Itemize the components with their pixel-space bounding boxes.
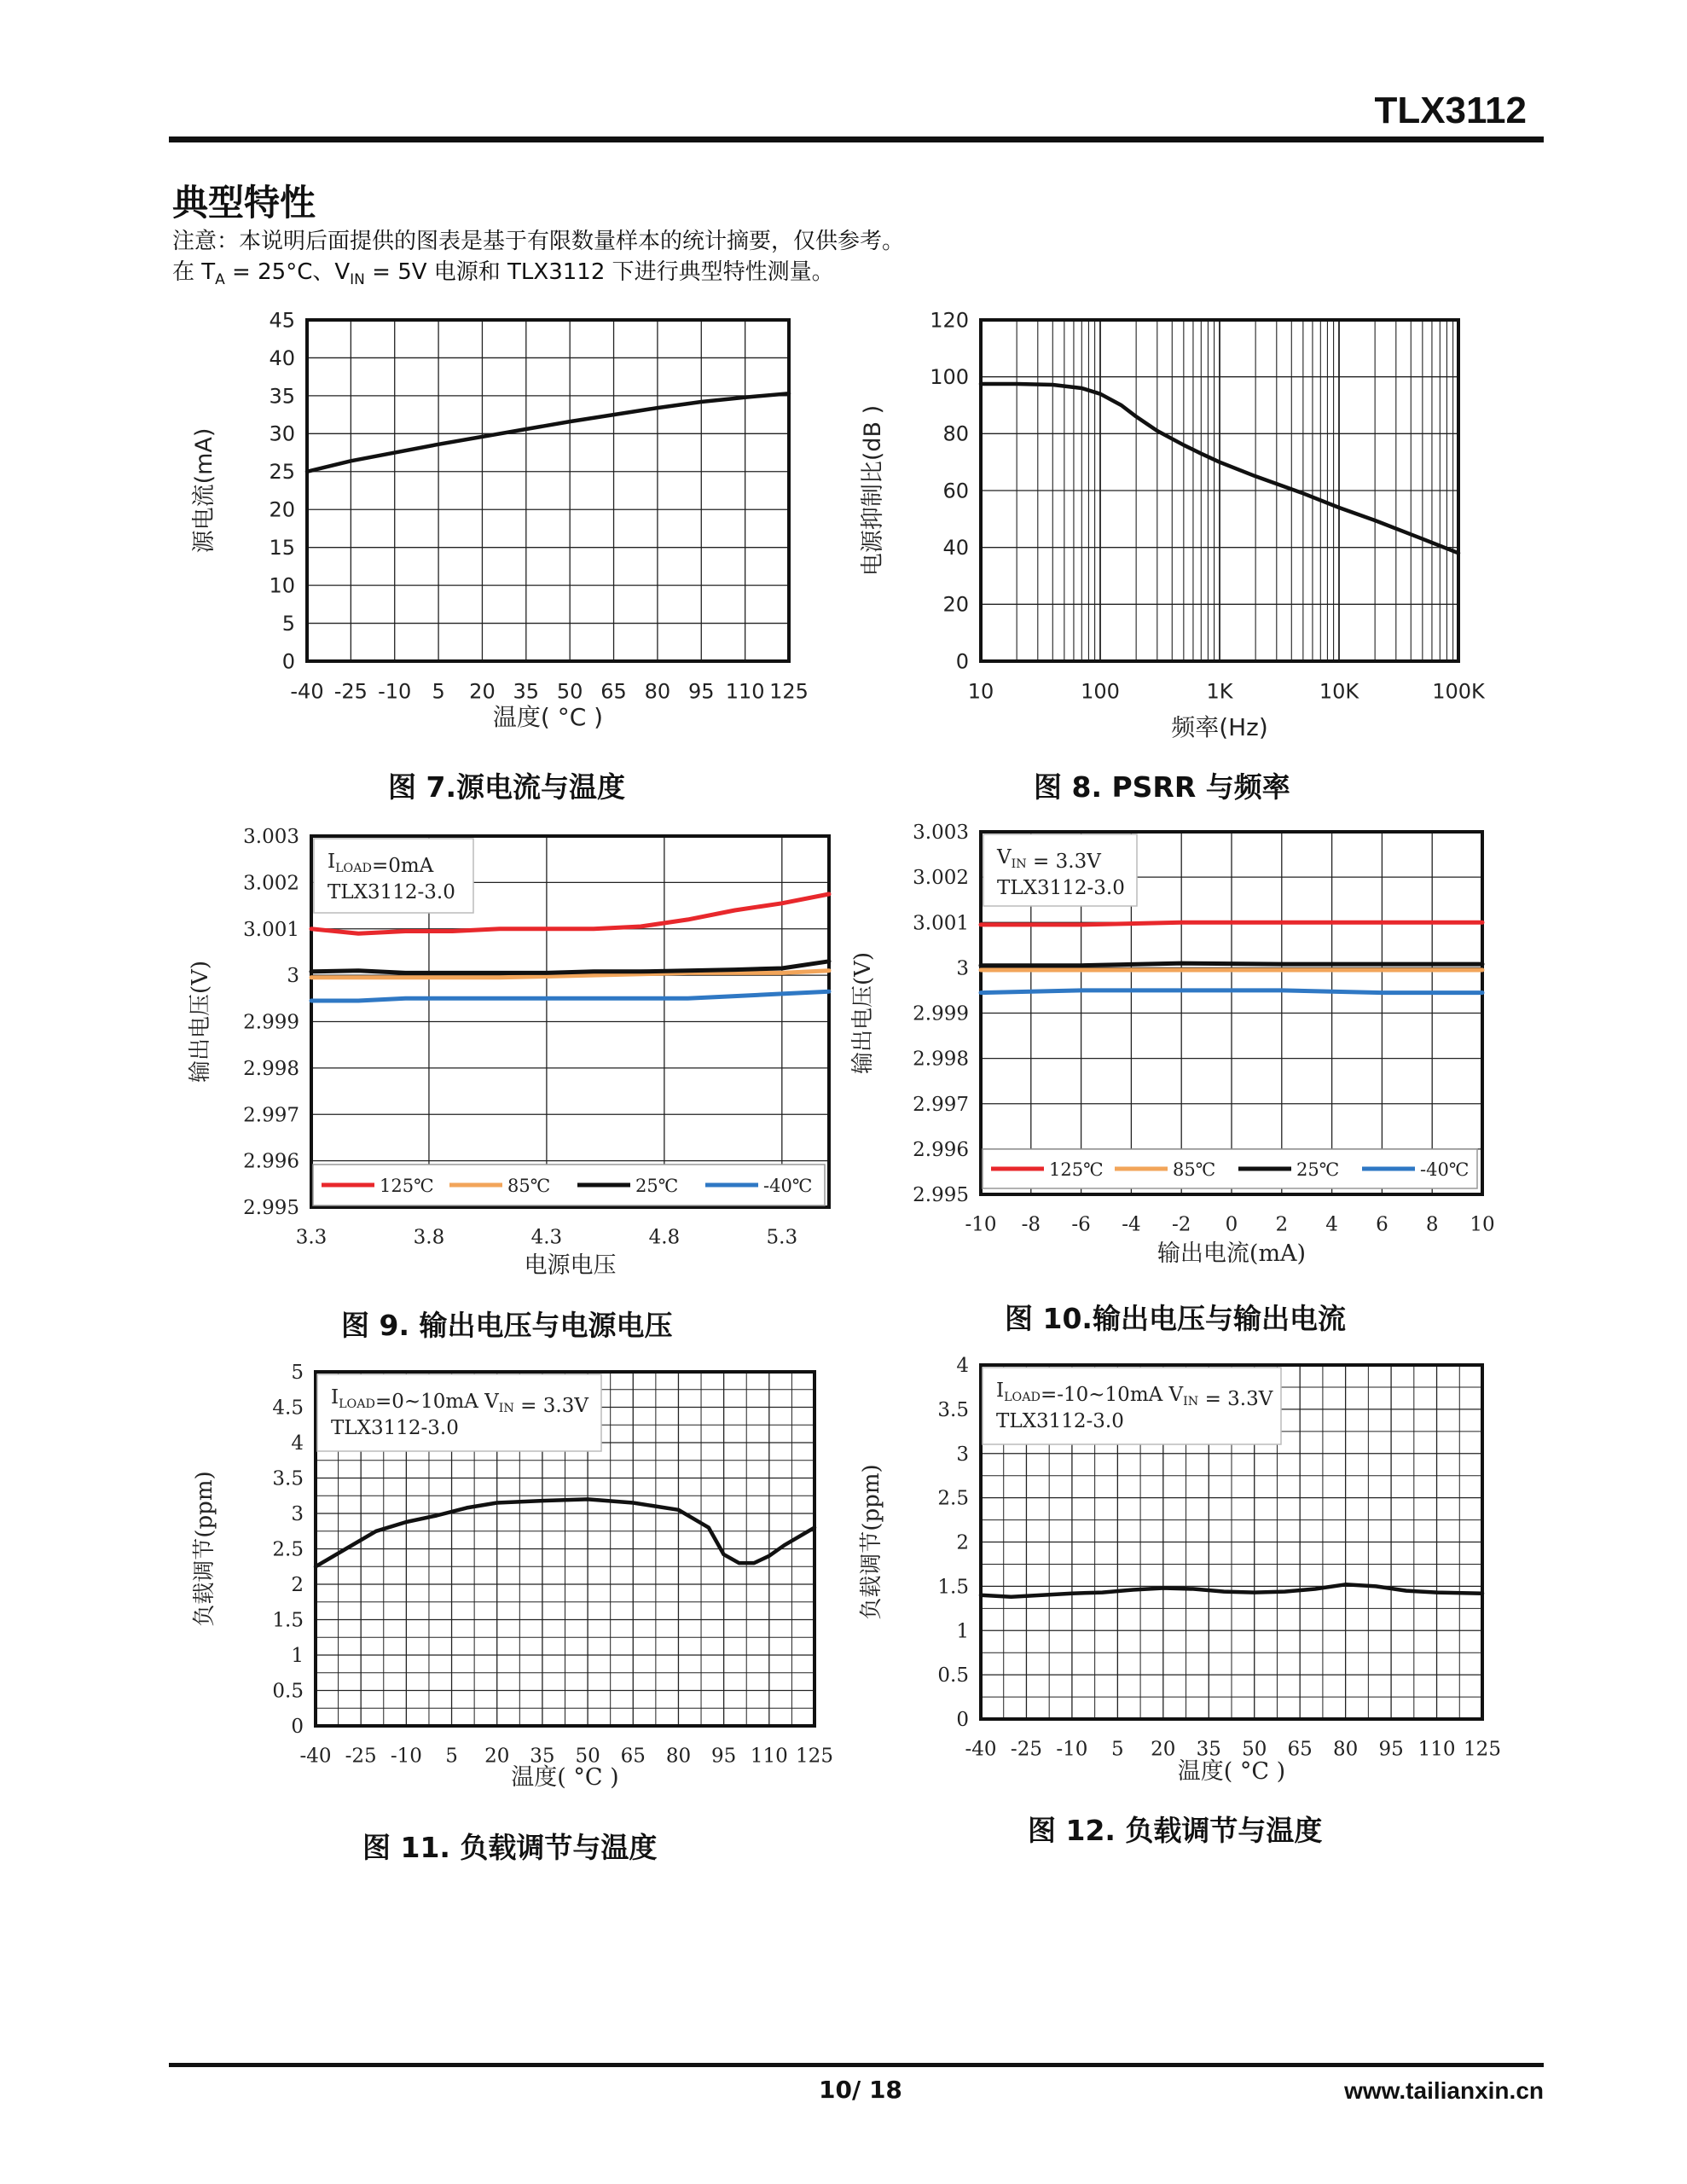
y-tick-label: 2.995 bbox=[243, 1197, 299, 1220]
y-tick-label: 1 bbox=[956, 1620, 969, 1643]
annotation-line-2: TLX3112-3.0 bbox=[328, 881, 455, 903]
x-tick-label: 110 bbox=[725, 679, 765, 704]
legend-label: 25℃ bbox=[635, 1176, 679, 1196]
legend-label: 85℃ bbox=[1173, 1159, 1216, 1180]
x-tick-label: -10 bbox=[378, 679, 412, 704]
y-tick-label: 4 bbox=[291, 1432, 304, 1455]
legend-label: 125℃ bbox=[1049, 1159, 1104, 1180]
x-tick-label: -40 bbox=[290, 679, 324, 704]
annotation-text: IN bbox=[1011, 857, 1027, 871]
legend-label: -40℃ bbox=[1420, 1159, 1470, 1180]
x-tick-label: 80 bbox=[1332, 1738, 1359, 1761]
x-tick-label: 5 bbox=[445, 1745, 458, 1768]
y-tick-label: 1.5 bbox=[272, 1609, 304, 1632]
y-axis-label: 输出电压(V) bbox=[188, 960, 213, 1083]
y-tick-label: 4.5 bbox=[272, 1397, 304, 1420]
legend-label: 85℃ bbox=[507, 1176, 551, 1196]
y-tick-label: 2.996 bbox=[243, 1150, 299, 1173]
y-tick-label: 0 bbox=[281, 649, 295, 674]
x-tick-label: 5 bbox=[432, 679, 445, 704]
x-tick-label: 100 bbox=[1081, 679, 1120, 704]
x-tick-label: 125 bbox=[796, 1745, 833, 1768]
y-tick-label: 30 bbox=[269, 421, 295, 446]
note-text: = 5V 电源和 TLX3112 下进行典型特性测量。 bbox=[364, 259, 834, 285]
chart-fig8 bbox=[860, 308, 1486, 741]
page-number: 10/ 18 bbox=[819, 2076, 902, 2104]
series-line bbox=[311, 961, 829, 973]
y-tick-label: 3.5 bbox=[937, 1398, 969, 1421]
y-tick-label: 3.003 bbox=[243, 826, 299, 849]
caption-fig8: 图 8. PSRR 与频率 bbox=[1034, 770, 1290, 804]
x-tick-label: -25 bbox=[345, 1745, 377, 1768]
series-line bbox=[981, 922, 1482, 925]
y-tick-label: 3.003 bbox=[913, 822, 969, 845]
y-tick-label: 2 bbox=[291, 1574, 304, 1597]
y-tick-label: 2.5 bbox=[937, 1487, 969, 1510]
x-tick-label: 4 bbox=[1325, 1213, 1338, 1236]
y-tick-label: 2.996 bbox=[913, 1138, 969, 1161]
y-tick-label: 0.5 bbox=[272, 1680, 304, 1703]
x-tick-label: 35 bbox=[1196, 1738, 1221, 1761]
x-tick-label: 65 bbox=[600, 679, 627, 704]
x-tick-label: 65 bbox=[1287, 1738, 1313, 1761]
x-axis-label: 输出电流(mA) bbox=[1157, 1240, 1307, 1267]
y-tick-label: 25 bbox=[269, 460, 295, 485]
x-tick-label: 50 bbox=[556, 679, 583, 704]
annotation-text: =0~10mA V bbox=[374, 1391, 499, 1413]
y-tick-label: 1 bbox=[291, 1645, 304, 1668]
y-tick-label: 3.001 bbox=[243, 918, 299, 941]
x-tick-label: 1K bbox=[1206, 679, 1233, 704]
y-tick-label: 40 bbox=[269, 346, 295, 370]
x-tick-label: 50 bbox=[1242, 1738, 1267, 1761]
legend-label: 25℃ bbox=[1296, 1159, 1340, 1180]
annotation-text: = 3.3V bbox=[1198, 1388, 1273, 1410]
x-tick-label: 3.8 bbox=[413, 1226, 445, 1249]
caption-fig7: 图 7.源电流与温度 bbox=[388, 770, 625, 804]
y-tick-label: 3.002 bbox=[913, 867, 969, 890]
x-tick-label: 4.3 bbox=[530, 1226, 563, 1249]
series-line bbox=[981, 963, 1482, 966]
y-tick-label: 3 bbox=[956, 957, 969, 980]
footer-rule bbox=[169, 2063, 1544, 2067]
y-axis-label: 输出电压(V) bbox=[850, 951, 876, 1075]
y-axis-label: 源电流(mA) bbox=[191, 427, 217, 554]
x-axis-label: 频率(Hz) bbox=[1171, 713, 1268, 741]
x-axis-label: 温度( °C ) bbox=[1177, 1758, 1286, 1785]
x-tick-label: 95 bbox=[687, 679, 715, 704]
x-tick-label: 100K bbox=[1432, 679, 1485, 704]
chart-fig10 bbox=[850, 822, 1495, 1267]
y-tick-label: 2.995 bbox=[913, 1184, 969, 1207]
y-tick-label: 80 bbox=[942, 421, 969, 446]
chart-fig11 bbox=[192, 1362, 833, 1791]
y-tick-label: 45 bbox=[269, 308, 295, 333]
annotation-text: LOAD bbox=[335, 862, 372, 875]
x-tick-label: 110 bbox=[750, 1745, 788, 1768]
x-tick-label: 0 bbox=[1225, 1213, 1238, 1236]
y-tick-label: 2.998 bbox=[913, 1048, 969, 1071]
x-tick-label: 125 bbox=[769, 679, 809, 704]
annotation-text: V bbox=[997, 846, 1012, 868]
x-tick-label: -10 bbox=[390, 1745, 422, 1768]
x-tick-label: 95 bbox=[1378, 1738, 1404, 1761]
x-tick-label: 20 bbox=[1151, 1738, 1176, 1761]
section-title: 典型特性 bbox=[172, 182, 316, 224]
y-tick-label: 20 bbox=[942, 592, 969, 617]
chart-fig12 bbox=[859, 1355, 1501, 1785]
legend-label: -40℃ bbox=[763, 1176, 813, 1196]
annotation-text: =0mA bbox=[371, 855, 434, 877]
y-tick-label: 3 bbox=[956, 1443, 969, 1466]
x-tick-label: 10 bbox=[1470, 1213, 1495, 1236]
note-sub: A bbox=[215, 271, 225, 289]
annotation-text: IN bbox=[1183, 1395, 1199, 1409]
x-axis-label: 温度( °C ) bbox=[511, 1764, 619, 1791]
y-tick-label: 60 bbox=[942, 479, 969, 503]
y-tick-label: 5 bbox=[291, 1362, 304, 1385]
y-axis-label: 电源抑制比(dB ) bbox=[860, 404, 886, 577]
y-tick-label: 2.997 bbox=[243, 1104, 299, 1127]
y-tick-label: 10 bbox=[269, 573, 295, 598]
y-tick-label: 3 bbox=[287, 965, 299, 988]
annotation-text: = 3.3V bbox=[513, 1395, 588, 1417]
x-tick-label: 10 bbox=[967, 679, 994, 704]
x-tick-label: -40 bbox=[299, 1745, 332, 1768]
caption-fig12: 图 12. 负载调节与温度 bbox=[1028, 1814, 1323, 1847]
plot-frame bbox=[307, 320, 789, 661]
note-sub: IN bbox=[350, 271, 365, 289]
caption-fig9: 图 9. 输出电压与电源电压 bbox=[341, 1309, 673, 1342]
x-tick-label: -6 bbox=[1071, 1213, 1091, 1236]
footer-url: www.tailianxin.cn bbox=[1344, 2077, 1544, 2104]
x-tick-label: 125 bbox=[1464, 1738, 1501, 1761]
x-tick-label: 35 bbox=[530, 1745, 555, 1768]
x-tick-label: -2 bbox=[1171, 1213, 1191, 1236]
x-tick-label: 2 bbox=[1275, 1213, 1289, 1236]
caption-fig10: 图 10.输出电压与输出电流 bbox=[1005, 1302, 1346, 1335]
x-tick-label: 5.3 bbox=[766, 1226, 798, 1249]
x-tick-label: 3.3 bbox=[295, 1226, 328, 1249]
y-tick-label: 2.5 bbox=[272, 1538, 304, 1561]
caption-fig11: 图 11. 负载调节与温度 bbox=[362, 1831, 658, 1864]
note-text: 在 T bbox=[172, 259, 216, 285]
annotation-text: = 3.3V bbox=[1026, 851, 1101, 873]
x-tick-label: -25 bbox=[1010, 1738, 1042, 1761]
series-line bbox=[981, 990, 1482, 993]
y-tick-label: 0 bbox=[956, 1709, 969, 1732]
x-tick-label: 65 bbox=[620, 1745, 646, 1768]
x-tick-label: -10 bbox=[1056, 1738, 1088, 1761]
x-tick-label: 110 bbox=[1417, 1738, 1456, 1761]
y-tick-label: 35 bbox=[269, 384, 295, 409]
x-tick-label: 80 bbox=[665, 1745, 692, 1768]
x-tick-label: 95 bbox=[710, 1745, 737, 1768]
x-tick-label: -4 bbox=[1122, 1213, 1141, 1236]
y-tick-label: 3.5 bbox=[272, 1467, 304, 1490]
x-tick-label: 5 bbox=[1111, 1738, 1124, 1761]
annotation-line-2: TLX3112-3.0 bbox=[331, 1417, 459, 1439]
y-tick-label: 2 bbox=[956, 1531, 969, 1554]
y-tick-label: 120 bbox=[930, 308, 969, 333]
x-tick-label: -10 bbox=[965, 1213, 997, 1236]
x-axis-label: 温度( °C ) bbox=[492, 703, 604, 731]
y-tick-label: 4 bbox=[956, 1355, 969, 1378]
y-tick-label: 2.998 bbox=[243, 1057, 299, 1080]
annotation-text: I bbox=[331, 1386, 339, 1409]
annotation-text: LOAD bbox=[1004, 1391, 1041, 1404]
note-line-1: 注意：本说明后面提供的图表是基于有限数量样本的统计摘要，仅供参考。 bbox=[172, 229, 905, 254]
x-tick-label: 8 bbox=[1425, 1213, 1439, 1236]
y-tick-label: 2.999 bbox=[243, 1011, 299, 1034]
y-tick-label: 3.002 bbox=[243, 872, 299, 895]
annotation-text: IN bbox=[498, 1402, 514, 1415]
x-tick-label: 20 bbox=[484, 1745, 510, 1768]
x-tick-label: -40 bbox=[965, 1738, 997, 1761]
legend-label: 125℃ bbox=[380, 1176, 434, 1196]
x-tick-label: 4.8 bbox=[648, 1226, 681, 1249]
y-tick-label: 2.999 bbox=[913, 1002, 969, 1025]
y-tick-label: 15 bbox=[269, 536, 295, 561]
note-text: = 25°C、V bbox=[224, 259, 351, 285]
x-tick-label: 10K bbox=[1319, 679, 1359, 704]
y-axis-label: 负载调节(ppm) bbox=[192, 1471, 217, 1627]
y-tick-label: 20 bbox=[269, 497, 295, 522]
annotation-text: I bbox=[328, 851, 336, 873]
x-tick-label: 20 bbox=[469, 679, 496, 704]
y-tick-label: 0 bbox=[955, 649, 969, 674]
x-tick-label: 80 bbox=[644, 679, 671, 704]
y-tick-label: 3.001 bbox=[913, 912, 969, 935]
y-tick-label: 100 bbox=[930, 365, 969, 390]
x-tick-label: 6 bbox=[1376, 1213, 1388, 1236]
y-tick-label: 1.5 bbox=[937, 1576, 969, 1599]
x-axis-label: 电源电压 bbox=[524, 1252, 617, 1279]
annotation-text: I bbox=[996, 1380, 1005, 1402]
chart-fig9 bbox=[188, 826, 829, 1279]
series-line bbox=[311, 991, 829, 1001]
y-axis-label: 负载调节(ppm) bbox=[859, 1464, 884, 1620]
y-tick-label: 2.997 bbox=[913, 1093, 969, 1116]
document-title: TLX3112 bbox=[1374, 90, 1527, 131]
y-tick-label: 0 bbox=[291, 1716, 304, 1739]
x-tick-label: -25 bbox=[333, 679, 368, 704]
annotation-line-2: TLX3112-3.0 bbox=[996, 1410, 1124, 1432]
y-tick-label: 3 bbox=[291, 1503, 304, 1526]
x-tick-label: 35 bbox=[513, 679, 540, 704]
x-tick-label: 50 bbox=[575, 1745, 600, 1768]
plot-grid bbox=[981, 320, 1458, 661]
y-tick-label: 5 bbox=[281, 611, 295, 636]
y-tick-label: 40 bbox=[942, 536, 969, 561]
y-tick-label: 0.5 bbox=[937, 1664, 969, 1687]
plot-grid bbox=[307, 320, 789, 661]
series-line bbox=[307, 393, 789, 472]
annotation-text: =-10~10mA V bbox=[1040, 1384, 1184, 1406]
annotation-line-2: TLX3112-3.0 bbox=[997, 877, 1125, 899]
chart-fig7 bbox=[191, 308, 809, 731]
annotation-text: LOAD bbox=[339, 1397, 375, 1411]
x-tick-label: -8 bbox=[1021, 1213, 1041, 1236]
